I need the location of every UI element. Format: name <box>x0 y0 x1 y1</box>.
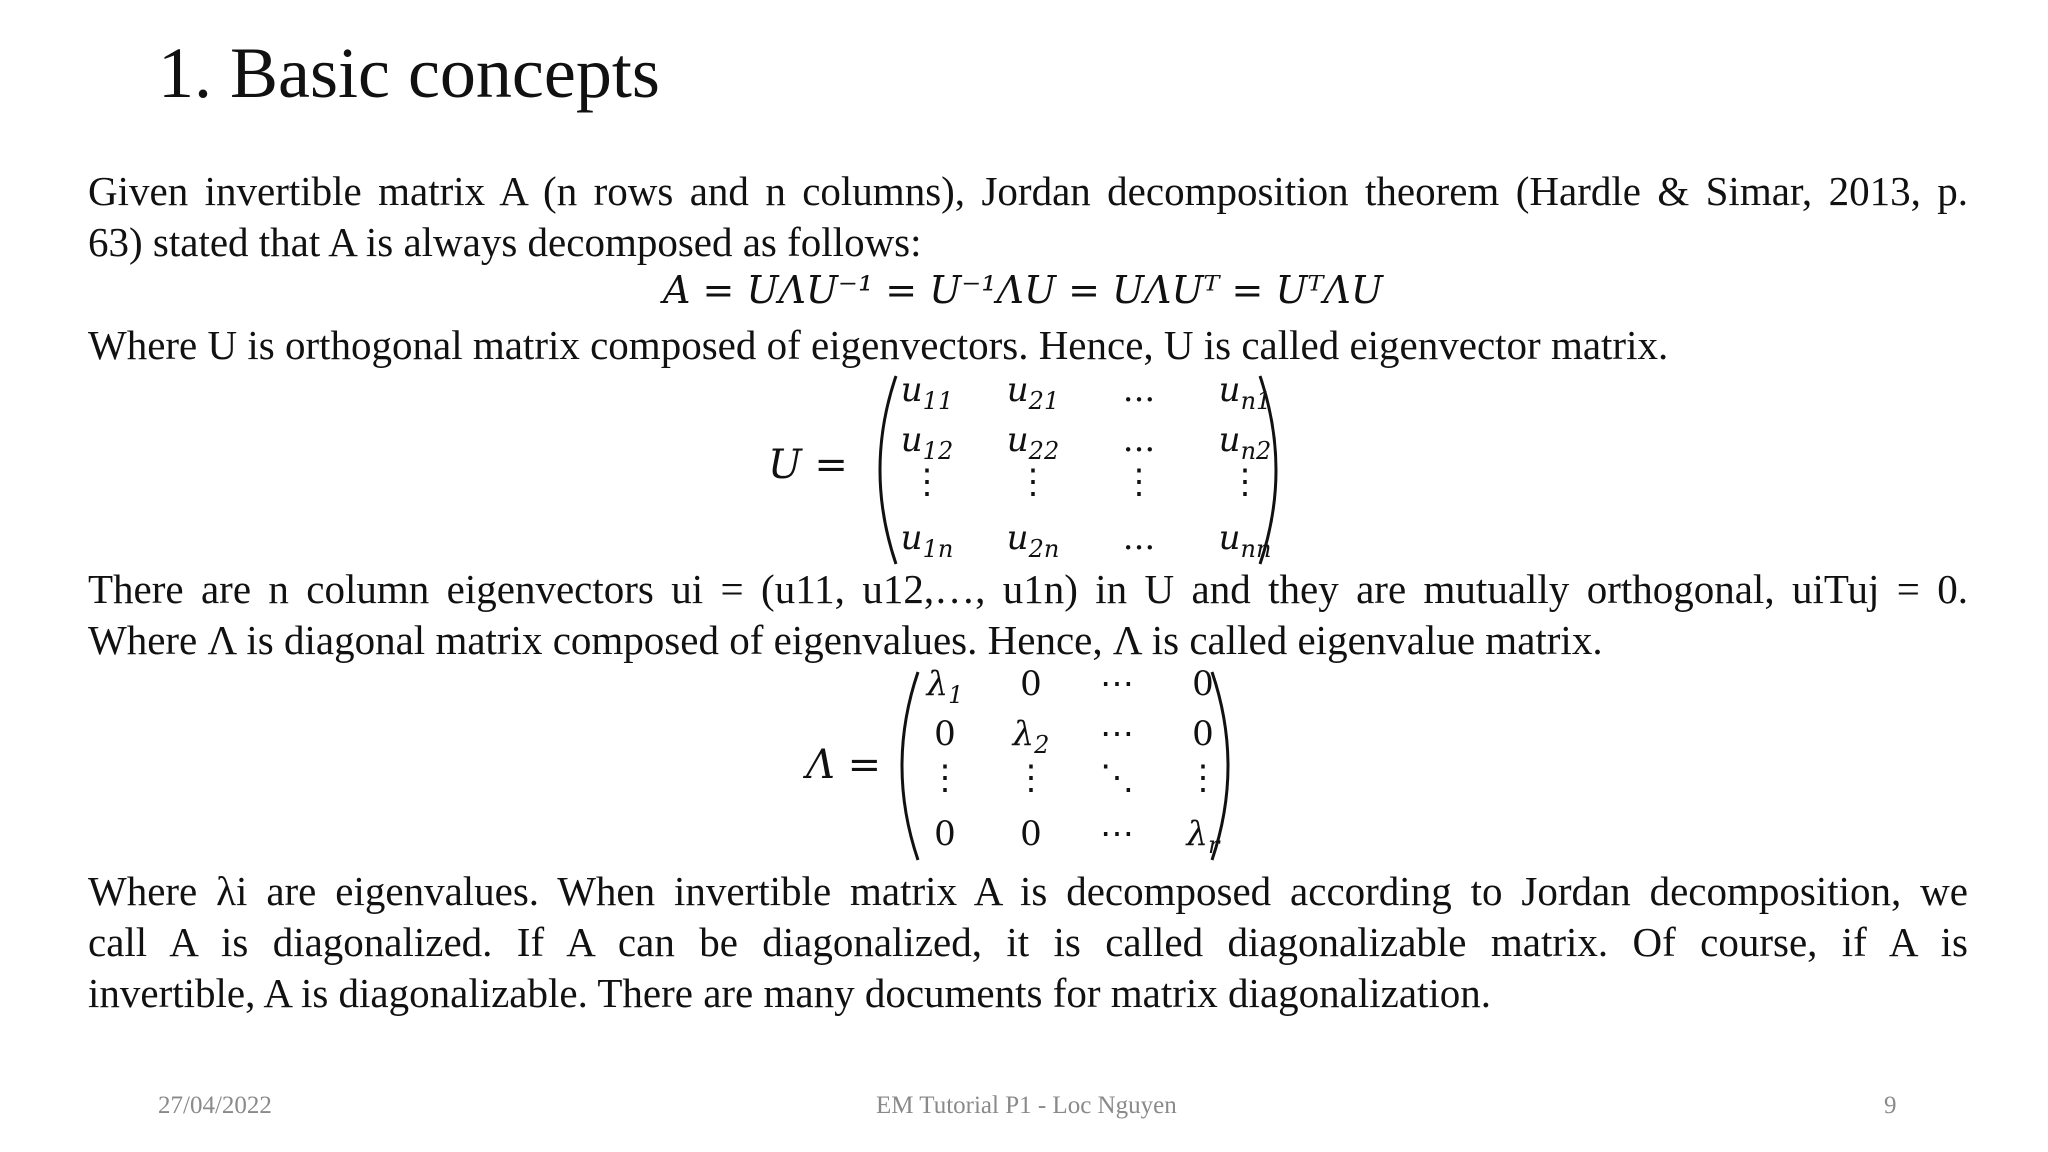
matrix-lambda-cell-3-2: ⋮ <box>1014 758 1048 798</box>
paragraph-4 <box>88 866 1968 1019</box>
matrix-u-cell-2-4: $u_{n2}$ <box>1218 420 1272 465</box>
matrix-lambda-cell-2-4: 0 <box>1192 714 1214 754</box>
matrix-u-cell-3-1: ⋮ <box>910 462 944 502</box>
matrix-u-cell-1-3: ... <box>1122 370 1156 410</box>
matrix-lambda-cell-2-2: $\lambda_2$ <box>1012 714 1050 759</box>
matrix-lambda-cell-1-2: 0 <box>1020 664 1042 704</box>
paragraph-1: Given invertible matrix A (n rows and n columns), Jordan decomposition theorem (Hardle & Simar, 2013, p. <box>88 168 1968 214</box>
jordan-equation: A = UΛU⁻¹ = U⁻¹ΛU = UΛUᵀ = UᵀΛU <box>663 268 1383 312</box>
paragraph-2: Where U is orthogonal matrix composed of eigenvectors. Hence, U is called eigenvector matrix. <box>88 322 1669 368</box>
matrix-lambda-cell-1-1: $\lambda_1$ <box>926 664 964 709</box>
matrix-u-cell-4-4: $u_{nn}$ <box>1218 518 1272 563</box>
paragraph-1-line-2: 63) stated that A is always decomposed as follows: <box>88 219 922 265</box>
matrix-u-cell-4-3: ... <box>1122 518 1156 558</box>
paragraph-4-line-2: call A is diagonalized. If A can be diagonalized, it is called diagonalizable matrix. Of course, if A is <box>88 919 1968 965</box>
matrix-u-cell-1-4: $u_{n1}$ <box>1218 370 1272 415</box>
matrix-u-cell-4-2: $u_{2n}$ <box>1006 518 1060 563</box>
footer-title: EM Tutorial P1 - Loc Nguyen <box>876 1092 1177 1119</box>
paragraph-3-line-2: Where Λ is diagonal matrix composed of eigenvalues. Hence, Λ is called eigenvalue matrix. <box>88 617 1603 663</box>
matrix-u-cell-2-3: ... <box>1122 420 1156 460</box>
matrix-u-cell-2-2: $u_{22}$ <box>1006 420 1060 465</box>
matrix-lambda-cell-4-1: 0 <box>934 814 956 854</box>
matrix-lambda-cell-4-2: 0 <box>1020 814 1042 854</box>
matrix-u-cell-4-1: $u_{1n}$ <box>900 518 954 563</box>
paragraph-4-line-3: invertible, A is diagonalizable. There are many documents for matrix diagonalization. <box>88 970 1492 1016</box>
matrix-u-cell-3-2: ⋮ <box>1016 462 1050 502</box>
paragraph-3 <box>88 564 1968 666</box>
matrix-lambda-cell-4-3: ⋯ <box>1100 814 1134 854</box>
matrix-u-label: U = <box>768 442 848 488</box>
matrix-u-cell-3-3: ⋮ <box>1122 462 1156 502</box>
matrix-lambda-cell-3-4: ⋮ <box>1186 758 1220 798</box>
matrix-lambda-cell-1-4: 0 <box>1192 664 1214 704</box>
matrix-lambda-cell-2-1: 0 <box>934 714 956 754</box>
matrix-lambda-cell-1-3: ⋯ <box>1100 664 1134 704</box>
matrix-u-cell-3-4: ⋮ <box>1228 462 1262 502</box>
paragraph-4-line-1: Where λi are eigenvalues. When invertible matrix A is decomposed according to Jordan decomposition, we <box>88 868 1968 914</box>
matrix-lambda-label: Λ = <box>806 742 882 788</box>
slide-title: 1. Basic concepts <box>158 33 660 113</box>
matrix-lambda-cell-3-1: ⋮ <box>928 758 962 798</box>
matrix-u-cell-1-2: $u_{21}$ <box>1006 370 1060 415</box>
paragraph-3-line-1: There are n column eigenvectors ui = (u11, u12,…, u1n) in U and they are mutually orthogonal, uiTuj = 0. <box>88 566 1968 612</box>
matrix-lambda-cell-2-3: ⋯ <box>1100 714 1134 754</box>
footer-page-number: 9 <box>1884 1092 1897 1119</box>
matrix-u-cell-2-1: $u_{12}$ <box>900 420 954 465</box>
matrix-u-cell-1-1: $u_{11}$ <box>900 370 954 415</box>
matrix-lambda-cell-4-4: $\lambda_r$ <box>1186 814 1220 859</box>
footer-date: 27/04/2022 <box>158 1092 272 1119</box>
matrix-lambda-cell-3-3: ⋱ <box>1100 758 1134 798</box>
